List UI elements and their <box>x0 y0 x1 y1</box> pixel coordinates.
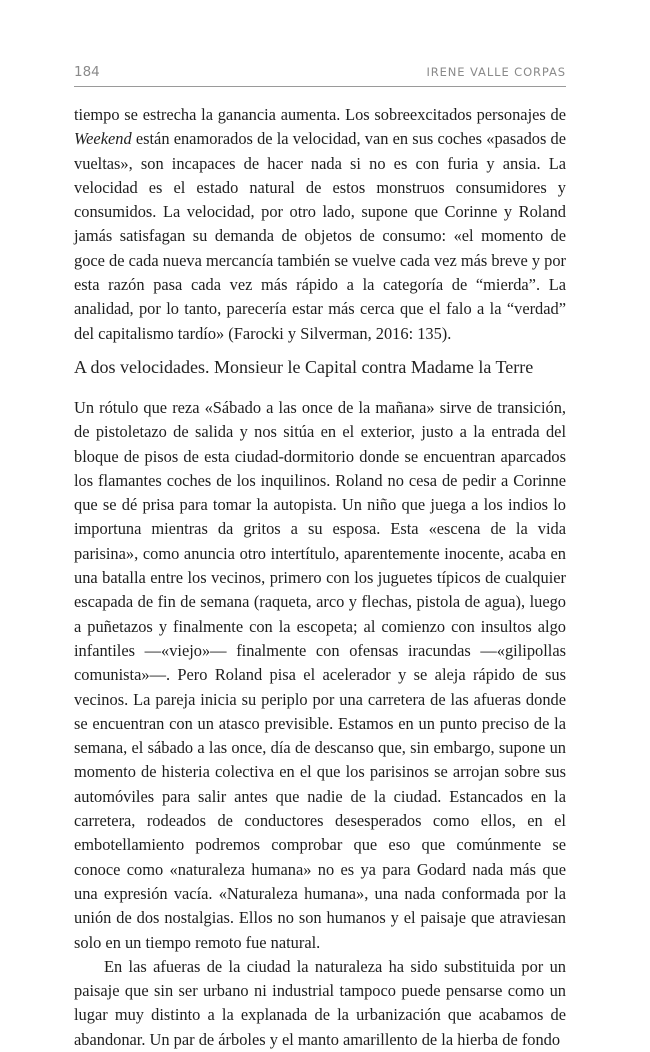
paragraph-3: En las afueras de la ciudad la naturaleza ha sido substituida por un paisaje que sin ser urbano ni industrial tampoco puede pensarse como un lugar muy distinto a la explanada de la urbanización que acabamos de abandonar. Un par de árboles y el manto amarillento de la hierba de fondo <box>74 956 566 1049</box>
page-header <box>74 64 566 86</box>
page-number: 184 <box>74 64 100 80</box>
header-rule <box>74 86 566 87</box>
section-body <box>74 396 566 1052</box>
paragraph-1 <box>74 103 566 346</box>
film-title-italic: Weekend <box>74 129 132 149</box>
paragraph-1-text-after: están enamorados de la velocidad, van en sus coches «pasados de vueltas», son incapaces de hacer nada si no es con furia y ansia. La velocidad es el estado natural de estos monstruos consumidores y consumidos. La velocidad, por otro lado, supone que Corinne y Roland jamás satisfagan su demanda de objetos de consumo: «el momento de goce de cada nueva mercancía también se vuelve cada vez más breve y por esta razón pasa cada vez más rápido a la categoría de “mierda”. La analidad, por lo tanto, parecería estar más cerca que el falo a la “verdad” del capitalismo tardío» (Farocki y Silverman, 2016: 135). <box>74 129 566 343</box>
paragraph-1-text-before: tiempo se estrecha la ganancia aumenta. Los sobreexcitados personajes de <box>74 105 566 124</box>
section-heading: A dos velocidades. Monsieur le Capital contra Madame la Terre <box>74 357 534 377</box>
running-head: IRENE VALLE CORPAS <box>426 65 566 79</box>
paragraph-2: Un rótulo que reza «Sábado a las once de la mañana» sirve de transición, de pistoletazo de salida y nos sitúa en el exterior, justo a la entrada del bloque de pisos de esta ciudad-dormitorio donde se encuentran aparcados los flamantes coches de los inquilinos. Roland no cesa de pedir a Corinne que se dé prisa para tomar la autopista. Un niño que juega a los indios lo importuna mientras da gritos a su esposa. Esta «escena de la vida parisina», como anuncia otro intertítulo, aparentemente inocente, acaba en una batalla entre los vecinos, primero con los juguetes típicos de cualquier escapada de fin de semana (raqueta, arco y flechas, pistola de agua), luego a puñetazos y finalmente con la escopeta; al comienzo con insultos algo infantiles —«viejo»— finalmente con ofensas iracundas —«gilipollas comunista»—. Pero Roland pisa el acelerador y se aleja rápido de sus vecinos. La pareja inicia su periplo por una carretera de las afueras donde se encuentran con un atasco previsible. Estamos en un punto preciso de la semana, el sábado a las once, día de descanso que, sin embargo, supone un momento de histeria colectiva en el que los parisinos se arrojan sobre sus automóviles para salir antes que nadie de la ciudad. Estancados en la carretera, rodeados de conductores desesperados como ellos, en el embotellamiento podremos comprobar que eso que comúnmente se conoce como «naturaleza humana» no es ya para Godard nada más que una expresión vacía. «Naturaleza humana», una nada conformada por la unión de dos nostalgias. Ellos no son humanos y el paisaje que atraviesan solo en un tiempo remoto fue natural. <box>74 398 566 952</box>
